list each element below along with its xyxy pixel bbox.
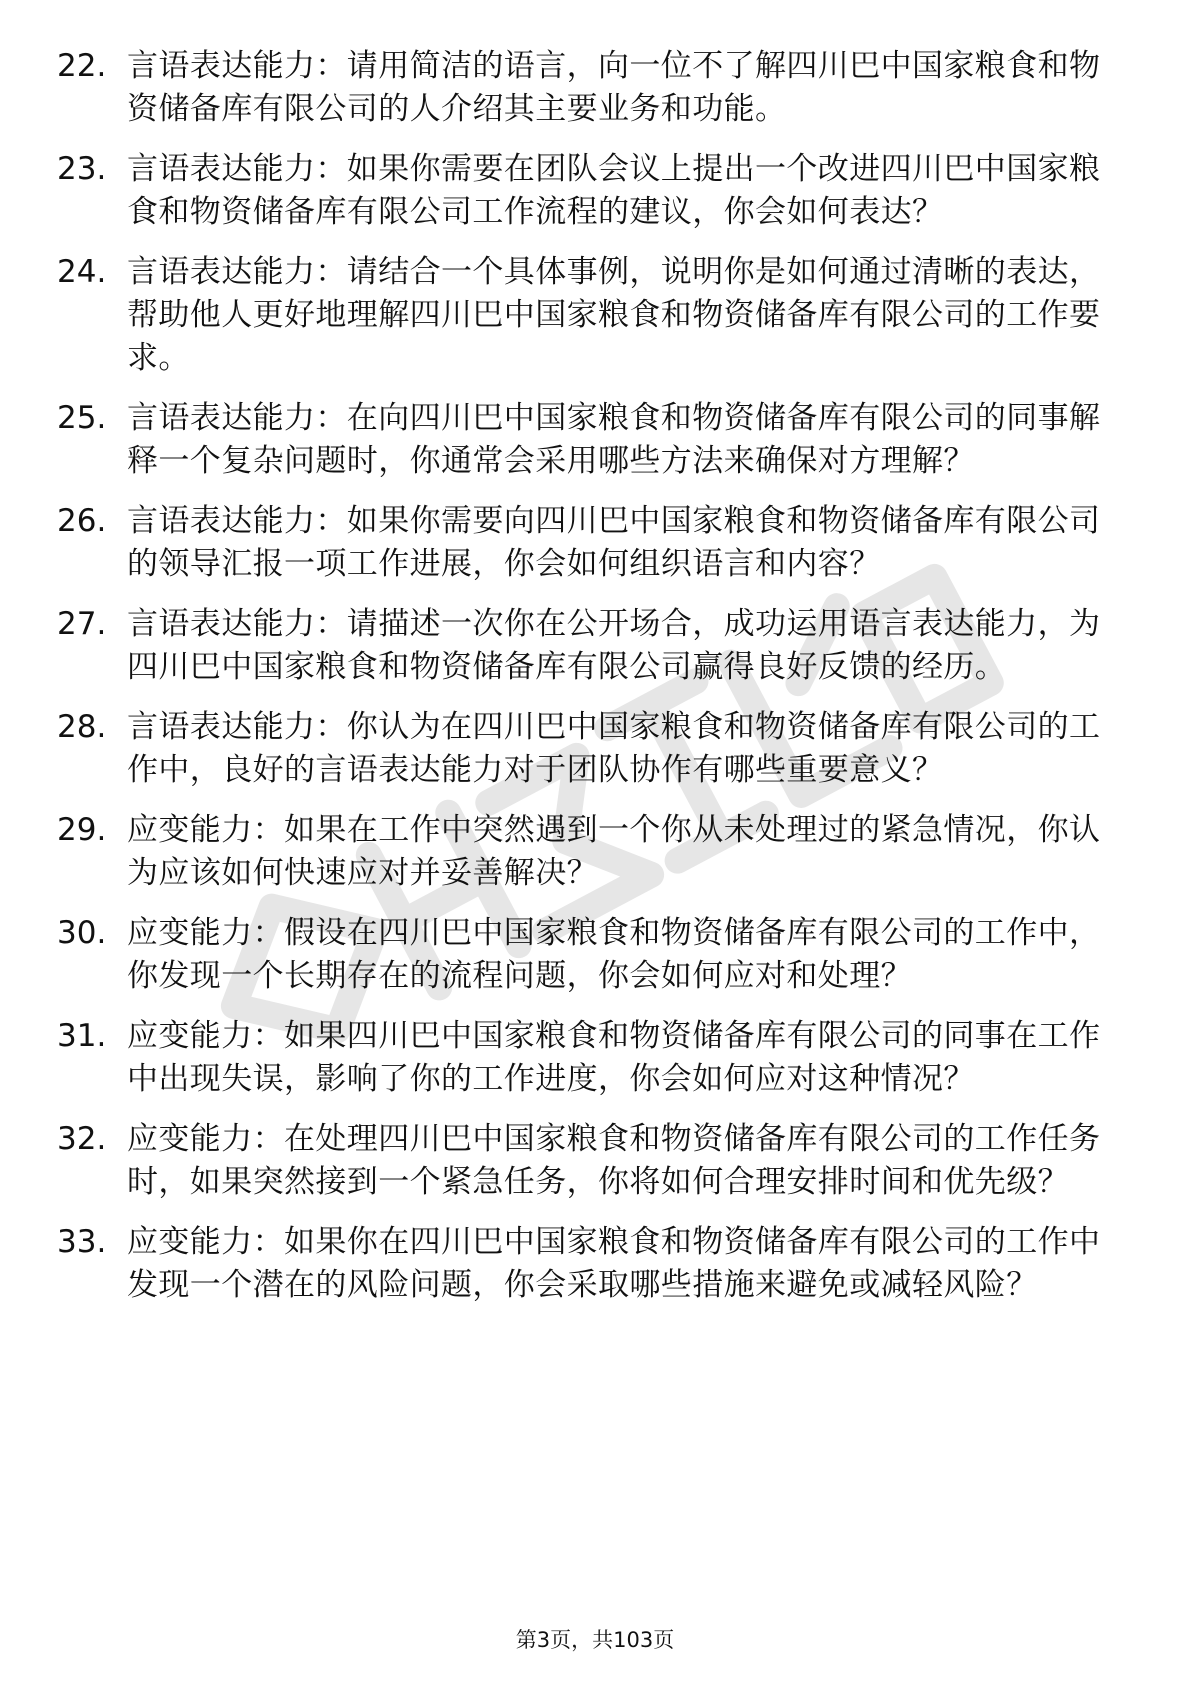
question-item: [0, 148, 1107, 234]
question-text: 言语表达能力：在向四川巴中国家粮食和物资储备库有限公司的同事解释一个复杂问题时，你通常会采用哪些方法来确保对方理解？: [127, 400, 1101, 479]
question-list: [0, 45, 1190, 1324]
question-number: 29.: [57, 812, 107, 848]
question-number: 25.: [57, 400, 107, 436]
question-number: 24.: [57, 254, 107, 290]
question-item: [0, 1221, 1107, 1307]
question-text: 言语表达能力：如果你需要向四川巴中国家粮食和物资储备库有限公司的领导汇报一项工作进展，你会如何组织语言和内容？: [127, 503, 1101, 582]
question-item: [0, 809, 1107, 895]
question-text: 应变能力：如果你在四川巴中国家粮食和物资储备库有限公司的工作中发现一个潜在的风险问题，你会采取哪些措施来避免或减轻风险？: [127, 1224, 1101, 1303]
question-number: 30.: [57, 915, 107, 951]
question-number: 26.: [57, 503, 107, 539]
question-number: 28.: [57, 709, 107, 745]
question-number: 33.: [57, 1224, 107, 1260]
question-text: 应变能力：如果在工作中突然遇到一个你从未处理过的紧急情况，你认为应该如何快速应对并妥善解决？: [127, 812, 1101, 891]
question-text: 言语表达能力：如果你需要在团队会议上提出一个改进四川巴中国家粮食和物资储备库有限公司工作流程的建议，你会如何表达？: [127, 151, 1101, 230]
question-item: [0, 912, 1107, 998]
question-item: [0, 1015, 1107, 1101]
question-text: 言语表达能力：你认为在四川巴中国家粮食和物资储备库有限公司的工作中，良好的言语表达能力对于团队协作有哪些重要意义？: [127, 709, 1101, 788]
question-number: 27.: [57, 606, 107, 642]
question-item: [0, 603, 1107, 689]
question-text: 应变能力：如果四川巴中国家粮食和物资储备库有限公司的同事在工作中出现失误，影响了你的工作进度，你会如何应对这种情况？: [127, 1018, 1101, 1097]
question-item: [0, 397, 1107, 483]
question-text: 应变能力：假设在四川巴中国家粮食和物资储备库有限公司的工作中，你发现一个长期存在的流程问题，你会如何应对和处理？: [127, 915, 1101, 994]
question-number: 31.: [57, 1018, 107, 1054]
page-footer: 第3页，共103页: [515, 1628, 675, 1652]
question-item: [0, 251, 1107, 380]
question-number: 32.: [57, 1121, 107, 1157]
question-text: 言语表达能力：请用简洁的语言，向一位不了解四川巴中国家粮食和物资储备库有限公司的人介绍其主要业务和功能。: [127, 48, 1101, 127]
question-text: 言语表达能力：请结合一个具体事例，说明你是如何通过清晰的表达，帮助他人更好地理解四川巴中国家粮食和物资储备库有限公司的工作要求。: [127, 254, 1101, 376]
question-number: 22.: [57, 48, 107, 84]
question-item: [0, 1118, 1107, 1204]
question-text: 言语表达能力：请描述一次你在公开场合，成功运用语言表达能力，为四川巴中国家粮食和物资储备库有限公司赢得良好反馈的经历。: [127, 606, 1101, 685]
question-number: 23.: [57, 151, 107, 187]
question-item: [0, 706, 1107, 792]
question-item: [0, 500, 1107, 586]
question-text: 应变能力：在处理四川巴中国家粮食和物资储备库有限公司的工作任务时，如果突然接到一个紧急任务，你将如何合理安排时间和优先级？: [127, 1121, 1101, 1200]
question-item: [0, 45, 1107, 131]
